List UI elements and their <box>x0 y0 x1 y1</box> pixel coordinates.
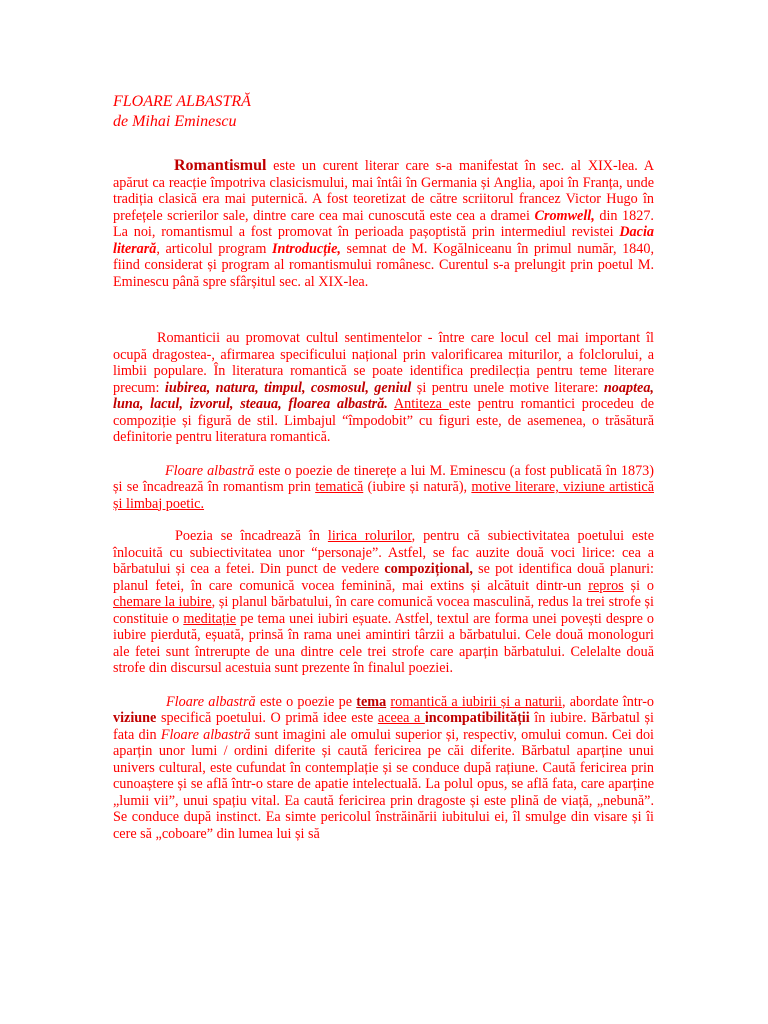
paragraph-lirica-rolurilor: Poezia se încadrează în lirica rolurilor, pentru că subiectivitatea poetului este înlocuită cu subiectivitatea unor “personaje”. Astfel, se fac auzite două voci lirice: cea a bărbatului și cea a fetei. Din punct de vedere compozițional, se pot identifica două planuri: planul fetei, în care comunică vocea feminină, mai extins și alcătuit dintr-un repros și o chemare la iubire, și planul bărbatului, în care comunică vocea masculină, redus la trei strofe și constituie o meditație pe tema unei iubiri eșuate. Astfel, textul are forma unei povești despre o iubire pierdută, eșuată, prinsă în rama unei amintiri târzii a bărbatului. Cele două monologuri ale fetei sunt întrerupte de una dintre cele trei strofe care aparțin bărbatului. Celelalte două strofe din discursul acestuia sunt prezente în finalul poeziei. <box>113 528 654 676</box>
document-author: de Mihai Eminescu <box>113 113 237 130</box>
document-title: FLOARE ALBASTRĂ <box>113 93 251 110</box>
document-page <box>113 92 654 842</box>
paragraph-floare-albastra: Floare albastră este o poezie de tinerețe a lui M. Eminescu (a fost publicată în 1873) și se încadrează în romantism prin tematică (iubire și natură), motive literare, viziune artistică și limbaj poetic. <box>113 462 654 512</box>
term-romantismul: Romantismul <box>174 157 267 174</box>
paragraph-romantism: Romantismul este un curent literar care s-a manifestat în sec. al XIX-lea. A apărut ca reacție împotriva clasicismului, mai întâi în Germania și Anglia, apoi în Franța, unde tradiția clasică era mai puternică. A fost teoretizat de către scriitorul francez Victor Hugo în prefețele scrierilor sale, dintre care cea mai cunoscută este cea a dramei Cromwell, din 1827. La noi, romantismul a fost promovat în perioada pașoptistă prin intermediul revistei Dacia literară, articolul program Introducție, semnat de M. Kogălniceanu în primul număr, 1840, fiind considerat și program al romantismului românesc. Curentul s-a prelungit prin poetul M. Eminescu până spre sfârșitul sec. al XIX-lea. <box>113 157 654 290</box>
paragraph-tema: Floare albastră este o poezie pe tema romantică a iubirii și a naturii, abordate într-o viziune specifică poetului. O primă idee este aceea a incompatibilității în iubire. Bărbatul și fata din Floare albastră sunt imagini ale omului superior și, respectiv, omului comun. Cei doi aparțin unor lumi / ordini diferite și caută fericirea pe căi diferite. Bărbatul aparține unui univers cultural, este cufundat în contemplație și se conduce după rațiune. Caută fericirea prin cunoaștere și se află într-o stare de apatie intelectuală. La polul opus, se află fata, care aparține „lumii vii”, unui spațiu vital. Ea caută fericirea prin dragoste și este plină de viață, „nebună”. Se conduce după instinct. Ea simte pericolul înstrăinării iubitului ei, îl smulge din visare și îi cere să „coboare” din lumea lui și să <box>113 693 655 842</box>
paragraph-romantici: Romanticii au promovat cultul sentimentelor - între care locul cel mai important îl ocupă dragostea-, afirmarea specificului național prin valorificarea miturilor, a folclorului, a limbii populare. În literatura romantică se poate identifica predilecția pentru teme literare precum: iubirea, natura, timpul, cosmosul, geniul și pentru unele motive literare: noaptea, luna, lacul, izvorul, steaua, floarea albastră. Antiteza este pentru romantici procedeu de compoziție și figură de stil. Limbajul “împodobit” cu figuri este, de asemenea, o trăsătură definitorie pentru literatura romantică. <box>113 330 654 445</box>
